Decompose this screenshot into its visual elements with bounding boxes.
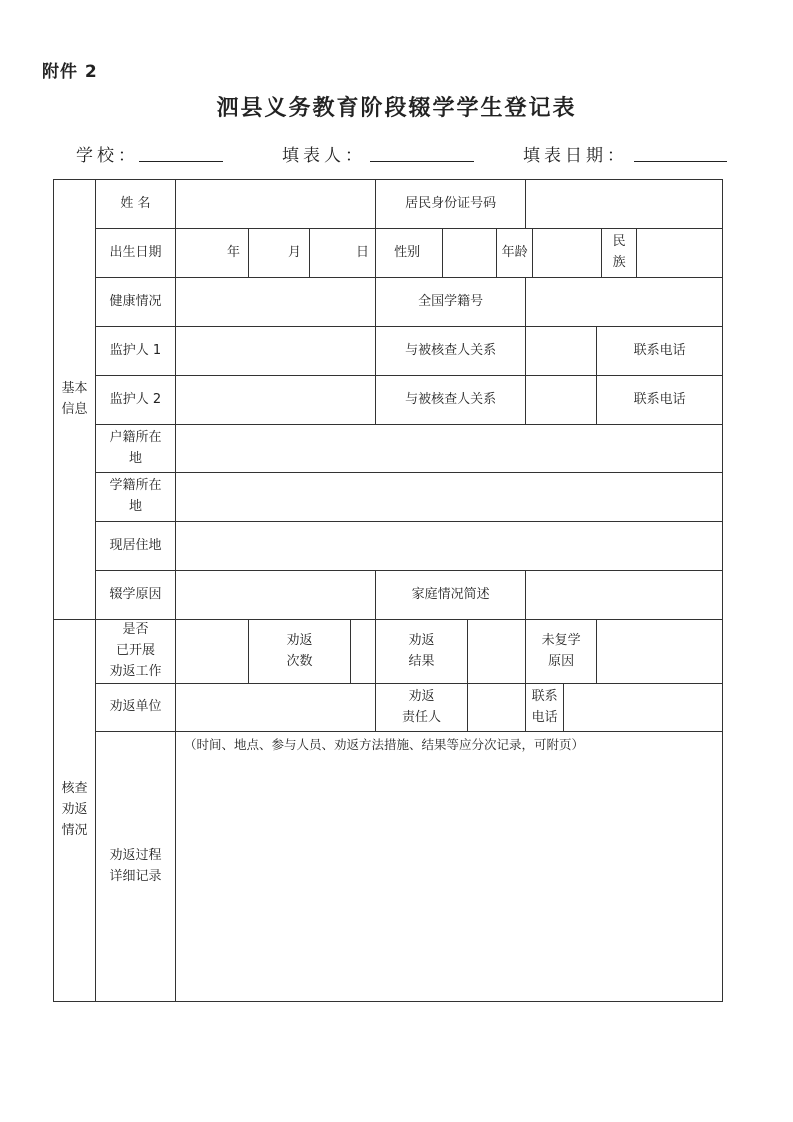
household-address-field[interactable] bbox=[176, 425, 723, 473]
date-blank[interactable] bbox=[634, 161, 727, 162]
school-registry-address-label: 学籍所在 地 bbox=[96, 473, 176, 522]
section-check-persuasion: 核查 劝返 情况 bbox=[54, 620, 96, 1002]
national-student-id-label: 全国学籍号 bbox=[376, 278, 526, 327]
id-number-label: 居民身份证号码 bbox=[376, 180, 526, 229]
guardian1-relation-label: 与被核查人关系 bbox=[376, 327, 526, 376]
age-label: 年龄 bbox=[497, 229, 533, 278]
guardian1-label: 监护人 1 bbox=[96, 327, 176, 376]
persuasion-unit-field[interactable] bbox=[176, 684, 376, 732]
dropout-reason-field[interactable] bbox=[176, 571, 376, 620]
registration-table bbox=[53, 179, 723, 1002]
persuasion-result-label: 劝返 结果 bbox=[376, 620, 468, 684]
persuasion-count-field[interactable] bbox=[351, 620, 376, 684]
not-returned-reason-field[interactable] bbox=[597, 620, 723, 684]
current-address-label: 现居住地 bbox=[96, 522, 176, 571]
process-note: （时间、地点、参与人员、劝返方法措施、结果等应分次记录，可附页） bbox=[184, 737, 585, 752]
filler-label: 填表人： bbox=[282, 146, 366, 166]
persuasion-responsible-label: 劝返 责任人 bbox=[376, 684, 468, 732]
persuasion-result-field[interactable] bbox=[468, 620, 526, 684]
health-label: 健康情况 bbox=[96, 278, 176, 327]
national-student-id-field[interactable] bbox=[526, 278, 723, 327]
process-record-field[interactable] bbox=[176, 732, 723, 1002]
gender-label: 性别 bbox=[376, 229, 443, 278]
health-field[interactable] bbox=[176, 278, 376, 327]
birth-month-cell[interactable] bbox=[249, 229, 310, 278]
not-returned-reason-label: 未复学 原因 bbox=[526, 620, 597, 684]
guardian1-phone-label: 联系电话 bbox=[597, 327, 723, 376]
persuasion-unit-label: 劝返单位 bbox=[96, 684, 176, 732]
school-label: 学校： bbox=[76, 146, 139, 166]
guardian2-phone-label: 联系电话 bbox=[597, 376, 723, 425]
guardian2-relation-label: 与被核查人关系 bbox=[376, 376, 526, 425]
birth-year-cell[interactable] bbox=[176, 229, 249, 278]
guardian1-relation-field[interactable] bbox=[526, 327, 597, 376]
family-situation-field[interactable] bbox=[526, 571, 723, 620]
date-label: 填表日期： bbox=[523, 146, 628, 166]
filler-blank[interactable] bbox=[370, 161, 474, 162]
guardian2-field[interactable] bbox=[176, 376, 376, 425]
school-blank[interactable] bbox=[139, 161, 223, 162]
form-title: 泗县义务教育阶段辍学学生登记表 bbox=[216, 96, 577, 121]
birth-day-cell[interactable] bbox=[310, 229, 376, 278]
current-address-field[interactable] bbox=[176, 522, 723, 571]
age-field[interactable] bbox=[533, 229, 602, 278]
contact-phone-label: 联系 电话 bbox=[526, 684, 564, 732]
guardian1-field[interactable] bbox=[176, 327, 376, 376]
id-number-field[interactable] bbox=[526, 180, 723, 229]
dropout-reason-label: 辍学原因 bbox=[96, 571, 176, 620]
guardian2-relation-field[interactable] bbox=[526, 376, 597, 425]
ethnicity-field[interactable] bbox=[637, 229, 723, 278]
persuasion-count-label: 劝返 次数 bbox=[249, 620, 351, 684]
birth-date-label: 出生日期 bbox=[96, 229, 176, 278]
name-field[interactable] bbox=[176, 180, 376, 229]
gender-field[interactable] bbox=[443, 229, 497, 278]
guardian2-label: 监护人 2 bbox=[96, 376, 176, 425]
process-record-label: 劝返过程 详细记录 bbox=[96, 732, 176, 1002]
year-label: 年 bbox=[226, 244, 240, 260]
school-registry-address-field[interactable] bbox=[176, 473, 723, 522]
day-label: 日 bbox=[356, 244, 370, 260]
name-label: 姓 名 bbox=[96, 180, 176, 229]
persuasion-responsible-field[interactable] bbox=[468, 684, 526, 732]
family-situation-label: 家庭情况简述 bbox=[376, 571, 526, 620]
ethnicity-label: 民 族 bbox=[602, 229, 637, 278]
section-basic-info: 基本 信息 bbox=[54, 180, 96, 620]
persuasion-started-field[interactable] bbox=[176, 620, 249, 684]
month-label: 月 bbox=[287, 244, 301, 260]
persuasion-started-label: 是否 已开展 劝返工作 bbox=[96, 620, 176, 684]
contact-phone-field[interactable] bbox=[564, 684, 723, 732]
attachment-label: 附件 2 bbox=[42, 62, 98, 82]
household-address-label: 户籍所在 地 bbox=[96, 425, 176, 473]
